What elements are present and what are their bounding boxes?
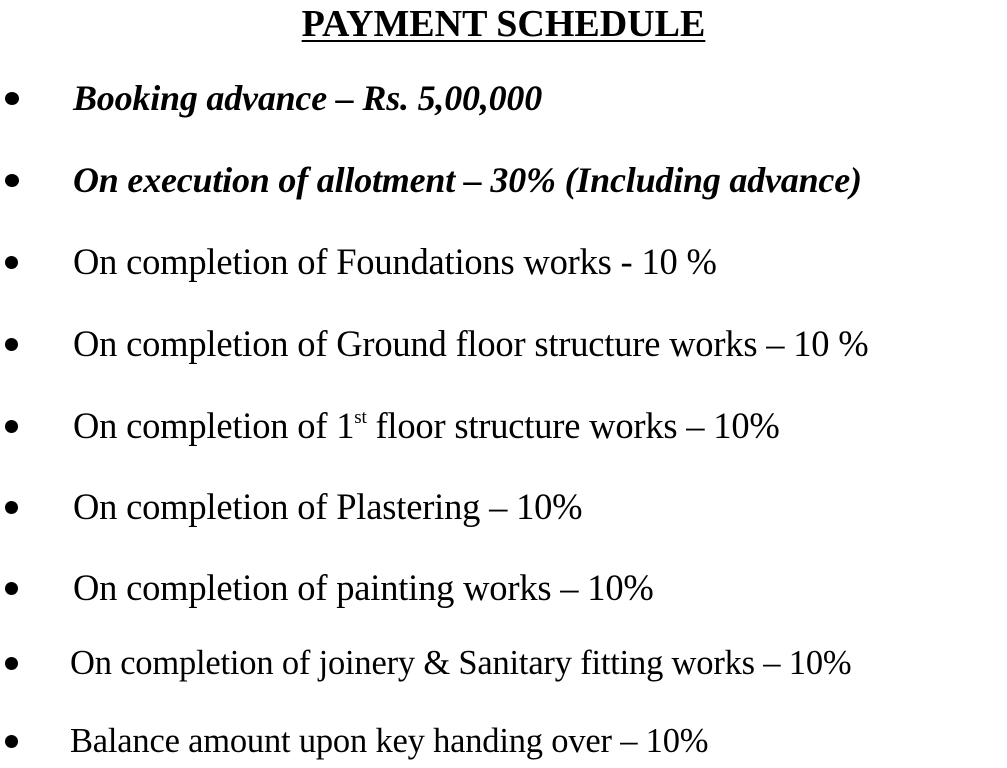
list-item-text: Balance amount upon key handing over – 10%	[70, 722, 709, 760]
list-item-plastering	[0, 482, 1007, 532]
bullet-icon	[5, 420, 18, 433]
list-item-text	[73, 401, 780, 451]
bullet-icon	[5, 174, 19, 187]
bullet-icon	[5, 256, 18, 269]
list-item-joinery	[0, 638, 1007, 688]
page-title: PAYMENT SCHEDULE	[301, 3, 706, 45]
list-item-painting	[0, 563, 1007, 613]
list-item-first-floor	[0, 401, 1007, 451]
bullet-icon	[5, 501, 18, 514]
list-item-text: On completion of painting works – 10%	[73, 567, 654, 608]
list-item-text-prefix: On completion of 1	[73, 405, 355, 446]
ordinal-suffix: st	[354, 406, 367, 428]
list-item-text: On completion of Plastering – 10%	[73, 486, 583, 527]
bullet-icon	[5, 92, 19, 105]
bullet-icon	[5, 338, 18, 351]
list-item-text: On completion of Foundations works - 10 %	[73, 241, 717, 282]
list-item-text: On completion of joinery & Sanitary fitting works – 10%	[70, 644, 852, 682]
list-item-foundations	[0, 237, 1007, 287]
list-item-text-suffix: floor structure works – 10%	[366, 405, 780, 446]
list-item-text: Booking advance – Rs. 5,00,000	[73, 78, 543, 118]
list-item-allotment	[0, 155, 1007, 205]
bullet-icon	[5, 582, 18, 595]
list-item-text: On completion of Ground floor structure works – 10 %	[73, 323, 869, 364]
bullet-icon	[5, 735, 18, 748]
bullet-icon	[5, 657, 18, 670]
list-item-balance	[0, 716, 1007, 766]
list-item-booking-advance	[0, 73, 1007, 123]
list-item-ground-floor	[0, 319, 1007, 369]
list-item-text: On execution of allotment – 30% (Including advance)	[73, 160, 862, 200]
